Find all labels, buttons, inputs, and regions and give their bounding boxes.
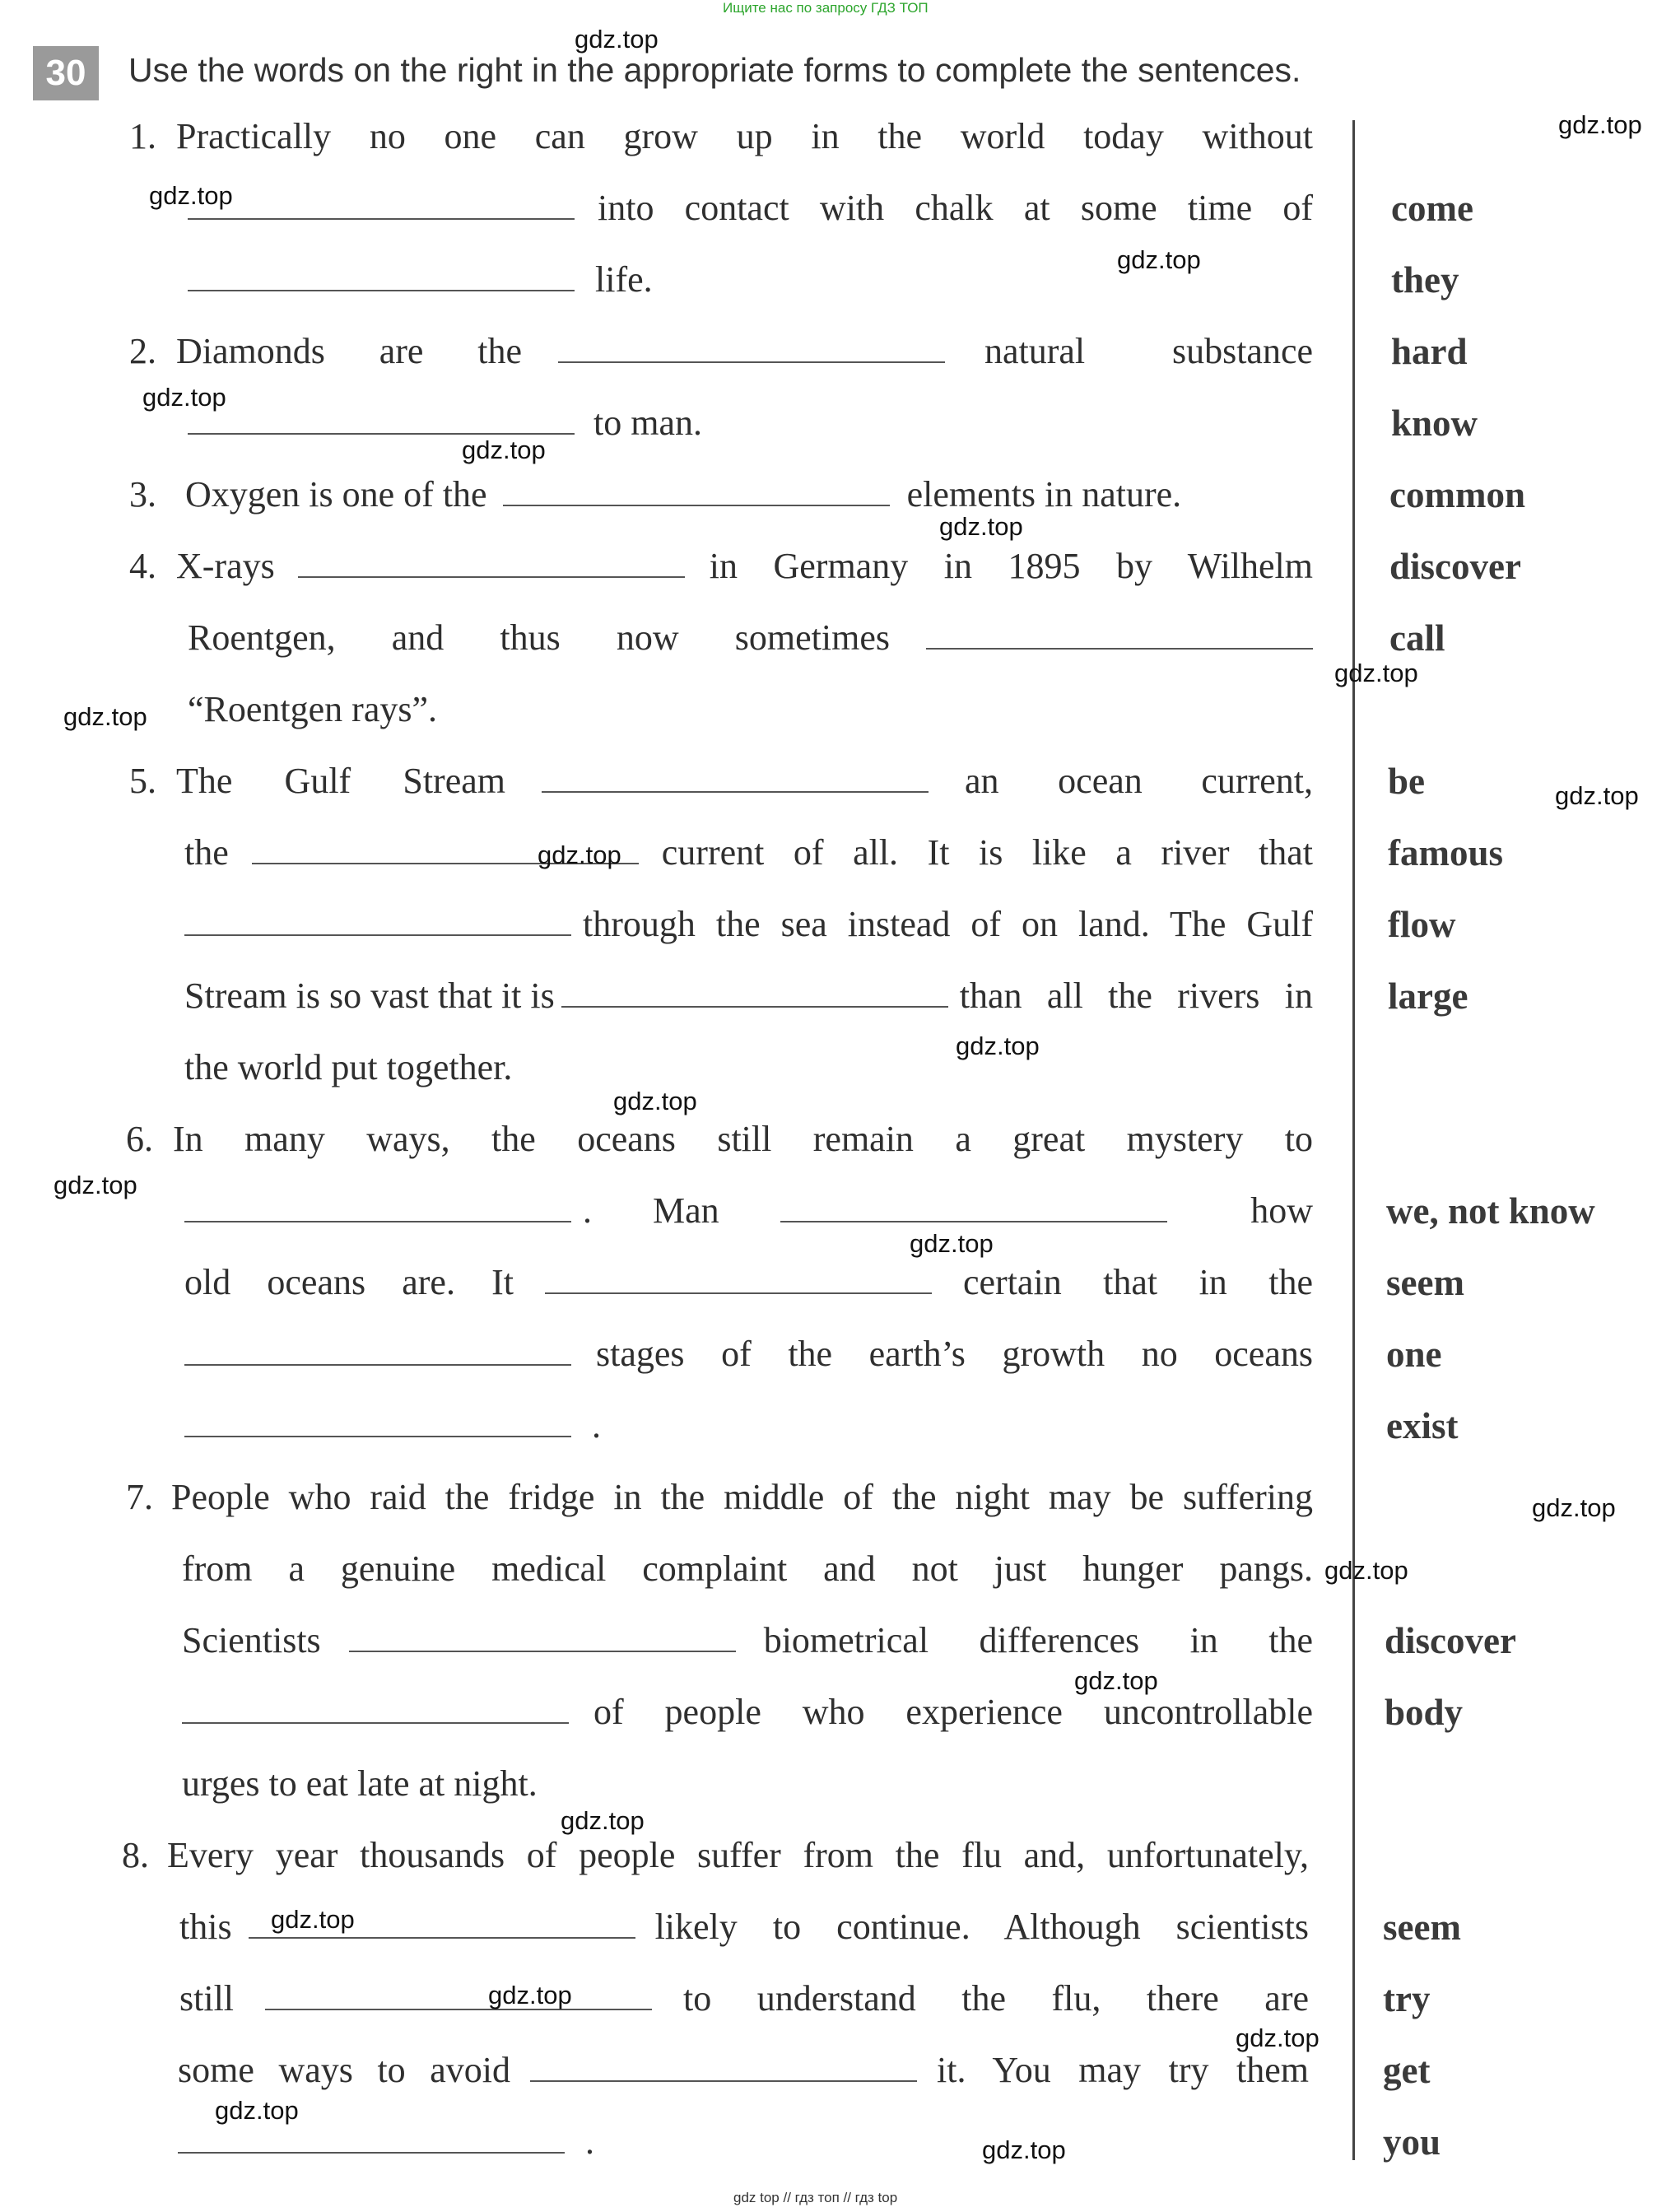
top-note: Ищите нас по запросу ГДЗ ТОП <box>723 0 929 16</box>
keyword-large: large <box>1388 976 1468 1017</box>
answer-blank[interactable] <box>184 1193 571 1222</box>
item-number: 3. <box>129 474 156 515</box>
sentence-8-line-4 <box>178 2049 1309 2091</box>
sentence-text: Every year thousands of people suffer from the flu and, unfortunately, <box>167 1835 1309 1875</box>
answer-blank[interactable] <box>188 262 575 291</box>
sentence-text: Roentgen, and thus now sometimes <box>188 617 890 658</box>
sentence-text: X-rays <box>176 546 275 586</box>
sentence-5-line-2 <box>184 831 1313 873</box>
keyword-hard: hard <box>1391 331 1468 372</box>
sentence-text: In many ways, the oceans still remain a great mystery to <box>173 1119 1313 1159</box>
watermark: gdz.top <box>561 1806 645 1835</box>
sentence-6-line-3 <box>184 1261 1313 1303</box>
sentence-8-line-3 <box>179 1977 1309 2019</box>
answer-blank[interactable] <box>182 1694 569 1724</box>
item-number: 6. <box>126 1119 153 1159</box>
sentence-4-line-1 <box>129 545 1313 587</box>
keyword-you: you <box>1383 2121 1441 2163</box>
watermark: gdz.top <box>142 383 226 412</box>
keyword-try: try <box>1383 1978 1431 2019</box>
sentence-text: into contact with chalk at some time of <box>598 188 1313 228</box>
sentence-text: to man. <box>593 403 702 443</box>
sentence-text: it. You may try them <box>937 2050 1309 2090</box>
sentence-text: the <box>184 832 229 873</box>
item-number: 4. <box>129 546 156 586</box>
sentence-text: . <box>583 1190 592 1231</box>
watermark: gdz.top <box>271 1905 355 1934</box>
sentence-text: certain that in the <box>963 1262 1313 1302</box>
sentence-text: to understand the flu, there are <box>683 1978 1309 2019</box>
footer-note: gdz top // гдз топ // гдз top <box>733 2190 898 2205</box>
sentence-7-line-2 <box>182 1548 1313 1590</box>
instruction-text: Use the words on the right in the appropriate forms to complete the sentences. <box>128 51 1301 89</box>
item-number: 1. <box>129 116 156 156</box>
sentence-text: current of all. It is like a river that <box>661 832 1313 873</box>
sentence-5-line-4 <box>184 975 1313 1017</box>
watermark: gdz.top <box>1555 781 1639 810</box>
watermark: gdz.top <box>54 1171 137 1199</box>
sentence-5-line-3 <box>184 903 1313 945</box>
watermark: gdz.top <box>1324 1556 1408 1585</box>
sentence-text: this <box>179 1907 232 1947</box>
sentence-4-line-2 <box>188 617 1313 659</box>
watermark: gdz.top <box>215 2096 299 2125</box>
sentence-text: an ocean current, <box>965 761 1313 801</box>
keyword-they: they <box>1391 259 1459 300</box>
keyword-know: know <box>1391 403 1478 444</box>
answer-blank[interactable] <box>542 763 929 793</box>
sentence-5-line-1 <box>129 760 1313 802</box>
keyword-get: get <box>1383 2050 1431 2091</box>
sentence-text: Man <box>653 1190 719 1231</box>
sentence-text: stages of the earth’s growth no oceans <box>596 1334 1313 1374</box>
sentence-text: Practically no one can grow up in the world today without <box>176 116 1313 156</box>
answer-blank[interactable] <box>503 477 890 506</box>
watermark: gdz.top <box>1334 659 1418 687</box>
answer-blank[interactable] <box>265 1981 652 2010</box>
column-divider <box>1352 120 1355 2160</box>
sentence-text: some ways to avoid <box>178 2050 510 2090</box>
watermark: gdz.top <box>956 1031 1040 1060</box>
sentence-text: old oceans are. It <box>184 1262 514 1302</box>
keyword-discover: discover <box>1389 546 1521 587</box>
answer-blank[interactable] <box>530 2052 917 2082</box>
watermark: gdz.top <box>1074 1666 1158 1695</box>
exercise-number-badge: 30 <box>33 46 99 100</box>
sentence-text: Stream is so vast that it is <box>184 976 555 1016</box>
answer-blank[interactable] <box>545 1264 932 1294</box>
sentence-text: life. <box>595 259 653 300</box>
answer-blank[interactable] <box>184 1408 571 1437</box>
answer-blank[interactable] <box>184 1336 571 1366</box>
answer-blank[interactable] <box>298 548 685 578</box>
sentence-7-line-4 <box>182 1691 1313 1733</box>
sentence-text: The Gulf Stream <box>176 761 505 801</box>
watermark: gdz.top <box>1532 1493 1616 1522</box>
answer-blank[interactable] <box>349 1623 736 1652</box>
keyword-exist: exist <box>1386 1405 1459 1446</box>
keyword-be: be <box>1388 761 1425 802</box>
answer-blank[interactable] <box>561 978 948 1008</box>
sentence-2-line-1 <box>129 330 1313 372</box>
sentence-6-line-1 <box>126 1118 1313 1160</box>
keyword-we-not-know: we, not know <box>1386 1190 1595 1232</box>
sentence-7-line-5 <box>182 1763 538 1805</box>
watermark: gdz.top <box>939 512 1023 541</box>
sentence-2-line-2 <box>188 402 702 444</box>
sentence-text: Diamonds are the <box>176 331 522 371</box>
sentence-6-line-2 <box>184 1190 1313 1232</box>
answer-blank[interactable] <box>184 906 571 936</box>
sentence-text: still <box>179 1978 235 2019</box>
sentence-text: than all the rivers in <box>959 976 1313 1016</box>
sentence-text: biometrical differences in the <box>763 1620 1313 1660</box>
watermark: gdz.top <box>910 1229 994 1258</box>
sentence-text: Scientists <box>182 1620 321 1660</box>
keyword-one: one <box>1386 1334 1442 1375</box>
keyword-flow: flow <box>1388 904 1456 945</box>
answer-blank[interactable] <box>188 190 575 220</box>
answer-blank[interactable] <box>178 2124 565 2154</box>
sentence-text: urges to eat late at night. <box>182 1763 538 1804</box>
keyword-call: call <box>1389 617 1445 659</box>
answer-blank[interactable] <box>558 333 945 363</box>
sentence-6-line-4 <box>184 1333 1313 1375</box>
sentence-text: People who raid the fridge in the middle of the night may be suffering <box>171 1477 1313 1517</box>
keyword-common: common <box>1389 474 1525 515</box>
sentence-1-line-3 <box>188 258 653 300</box>
item-number: 8. <box>122 1835 149 1875</box>
sentence-text: in Germany in 1895 by Wilhelm <box>709 546 1313 586</box>
watermark: gdz.top <box>63 702 147 731</box>
watermark: gdz.top <box>575 25 659 54</box>
watermark: gdz.top <box>1117 245 1201 274</box>
sentence-8-line-1 <box>122 1834 1309 1876</box>
keyword-body: body <box>1385 1692 1464 1733</box>
watermark: gdz.top <box>488 1981 572 2009</box>
sentence-6-line-5 <box>184 1404 601 1446</box>
keyword-seem: seem <box>1386 1262 1464 1303</box>
answer-blank[interactable] <box>780 1193 1167 1222</box>
watermark: gdz.top <box>149 181 233 210</box>
item-number: 7. <box>126 1477 153 1517</box>
answer-blank[interactable] <box>188 405 575 435</box>
watermark: gdz.top <box>613 1087 697 1115</box>
watermark: gdz.top <box>982 2135 1066 2164</box>
sentence-3-line-1 <box>129 473 1181 515</box>
sentence-text: Oxygen is one of the <box>185 474 487 515</box>
watermark: gdz.top <box>538 841 621 869</box>
sentence-text: elements in nature. <box>906 474 1182 515</box>
answer-blank[interactable] <box>926 620 1313 650</box>
sentence-text: natural substance <box>984 331 1313 371</box>
sentence-text: of people who experience uncontrollable <box>593 1692 1313 1732</box>
keyword-famous: famous <box>1388 832 1504 873</box>
item-number: 5. <box>129 761 156 801</box>
sentence-text: the world put together. <box>184 1047 513 1087</box>
watermark: gdz.top <box>462 435 546 464</box>
sentence-text: how <box>1250 1190 1313 1231</box>
sentence-text: through the sea instead of on land. The Gulf <box>583 904 1313 944</box>
sentence-1-line-2 <box>188 187 1313 229</box>
item-number: 2. <box>129 331 156 371</box>
sentence-4-line-3 <box>188 688 437 730</box>
keyword-seem-2: seem <box>1383 1907 1461 1948</box>
sentence-7-line-1 <box>126 1476 1313 1518</box>
sentence-text: . <box>585 2121 594 2162</box>
keyword-come: come <box>1391 188 1473 229</box>
watermark: gdz.top <box>1236 2023 1320 2052</box>
sentence-text: from a genuine medical complaint and not just hunger pangs. <box>182 1548 1313 1589</box>
sentence-8-line-5 <box>178 2121 594 2163</box>
sentence-text: “Roentgen rays”. <box>188 689 437 729</box>
sentence-5-line-5 <box>184 1046 512 1088</box>
sentence-text: likely to continue. Although scientists <box>654 1907 1309 1947</box>
sentence-text: . <box>592 1405 601 1446</box>
keyword-discover-2: discover <box>1385 1620 1516 1661</box>
sentence-7-line-3 <box>182 1619 1313 1661</box>
watermark: gdz.top <box>1558 110 1642 139</box>
sentence-1-line-1 <box>129 115 1313 157</box>
